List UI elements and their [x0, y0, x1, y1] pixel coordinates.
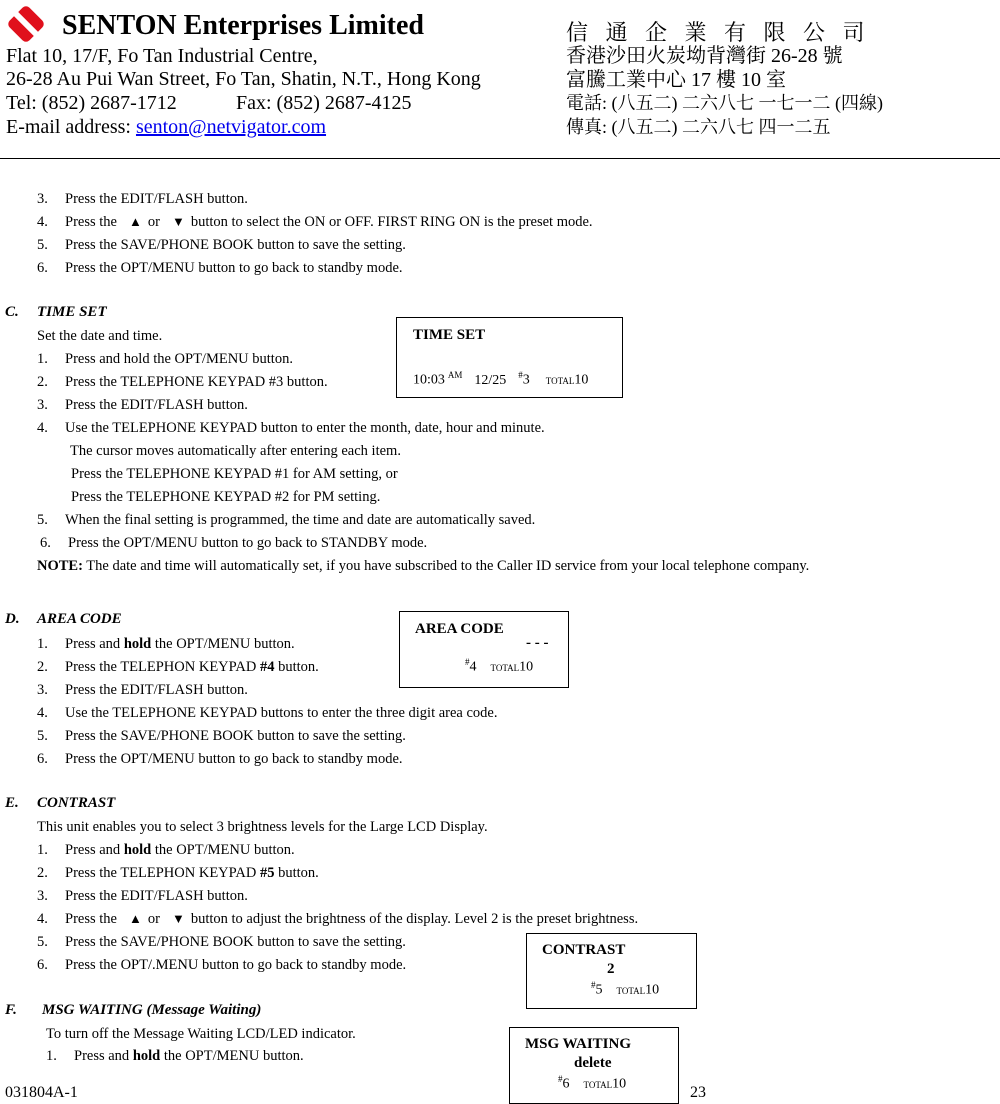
header-divider: [0, 158, 1000, 159]
time-set-note: NOTE: The date and time will automatically set, if you have subscribed to the Caller ID service from your local telephone company.: [37, 558, 810, 574]
lcd-contrast: [526, 933, 697, 1009]
time-set-step-4-detail-2: Press the TELEPHONE KEYPAD #1 for AM setting, or: [71, 466, 398, 482]
lcd-msg-waiting-title: MSG WAITING: [525, 1036, 631, 1052]
email-link[interactable]: senton@netvigator.com: [135, 116, 327, 138]
lcd-contrast-level: 2: [607, 961, 615, 977]
section-area-code-heading: D. AREA CODE: [5, 611, 122, 627]
area-code-step-6: 6. Press the OPT/MENU button to go back to standby mode.: [37, 751, 403, 767]
page-number: 23: [690, 1084, 706, 1101]
time-set-step-6: 6. Press the OPT/MENU button to go back to STANDBY mode.: [40, 535, 428, 551]
lcd-msg-waiting-sub: delete: [574, 1055, 612, 1071]
lcd-time-set: [396, 317, 623, 398]
address-line-2: 26-28 Au Pui Wan Street, Fo Tan, Shatin, N.T., Hong Kong: [6, 68, 481, 90]
address-line-1: Flat 10, 17/F, Fo Tan Industrial Centre,: [6, 45, 318, 67]
time-set-step-4: 4. Use the TELEPHONE KEYPAD button to enter the month, date, hour and minute.: [37, 420, 545, 436]
first-ring-step-5: 5. Press the SAVE/PHONE BOOK button to save the setting.: [37, 237, 406, 253]
contrast-step-2: 2. Press the TELEPHON KEYPAD #5 button.: [37, 865, 319, 881]
company-name: SENTON Enterprises Limited: [62, 10, 424, 41]
contrast-step-3: 3. Press the EDIT/FLASH button.: [37, 888, 248, 904]
up-arrow-icon: ▲: [128, 911, 142, 926]
first-ring-step-4: 4. Press the ▲ or ▼ button to select the ON or OFF. FIRST RING ON is the preset mode.: [37, 214, 593, 230]
time-set-step-5: 5. When the final setting is programmed, the time and date are automatically saved.: [37, 512, 536, 528]
first-ring-step-3: 3. Press the EDIT/FLASH button.: [37, 191, 248, 207]
area-code-step-5: 5. Press the SAVE/PHONE BOOK button to save the setting.: [37, 728, 406, 744]
down-arrow-icon: ▼: [171, 911, 185, 926]
up-arrow-icon: ▲: [128, 214, 142, 229]
company-name-chinese: 信 通 企 業 有 限 公 司: [566, 20, 871, 45]
lcd-time-set-title: TIME SET: [413, 327, 486, 343]
time-set-step-4-detail-3: Press the TELEPHONE KEYPAD #2 for PM setting.: [71, 489, 381, 505]
time-set-step-1: 1. Press and hold the OPT/MENU button.: [37, 351, 293, 367]
msg-waiting-step-1: 1. Press and hold the OPT/MENU button.: [46, 1048, 304, 1064]
logo-icon: [6, 4, 46, 44]
section-msg-waiting-heading: F. MSG WAITING (Message Waiting): [5, 1002, 262, 1018]
section-time-set-heading: C. TIME SET: [5, 304, 107, 320]
lcd-area-code-dashes: - - -: [526, 635, 549, 651]
lcd-contrast-readout: #5 TOTAL10: [591, 980, 660, 998]
lcd-area-code: [399, 611, 569, 688]
contrast-step-4: 4. Press the ▲ or ▼ button to adjust the brightness of the display. Level 2 is the preset brightness.: [37, 911, 639, 927]
email-label: E-mail address:: [6, 116, 136, 138]
chinese-address-1: 香港沙田火炭坳背灣街 26-28 號: [566, 45, 843, 67]
contrast-step-5: 5. Press the SAVE/PHONE BOOK button to save the setting.: [37, 934, 406, 950]
time-set-step-4-detail-1: The cursor moves automatically after entering each item.: [70, 443, 401, 459]
lcd-area-code-title: AREA CODE: [415, 621, 504, 637]
time-set-step-3: 3. Press the EDIT/FLASH button.: [37, 397, 248, 413]
tel: Tel: (852) 2687-1712: [6, 92, 177, 114]
lcd-time-set-readout: 10:03 $^{AM}$ 12/25 #3 TOTAL10: [413, 370, 589, 388]
lcd-contrast-title: CONTRAST: [542, 942, 626, 958]
first-ring-step-6: 6. Press the OPT/MENU button to go back to standby mode.: [37, 260, 403, 276]
contrast-step-1: 1. Press and hold the OPT/MENU button.: [37, 842, 295, 858]
contrast-intro: This unit enables you to select 3 brightness levels for the Large LCD Display.: [37, 819, 488, 835]
section-contrast-heading: E. CONTRAST: [5, 795, 116, 811]
area-code-step-1: 1. Press and hold the OPT/MENU button.: [37, 636, 295, 652]
contrast-step-6: 6. Press the OPT/.MENU button to go back to standby mode.: [37, 957, 407, 973]
document-id: 031804A-1: [5, 1084, 78, 1101]
lcd-msg-waiting: [509, 1027, 679, 1104]
down-arrow-icon: ▼: [171, 214, 185, 229]
msg-waiting-intro: To turn off the Message Waiting LCD/LED indicator.: [46, 1026, 356, 1042]
fax: Fax: (852) 2687-4125: [236, 92, 412, 114]
area-code-step-4: 4. Use the TELEPHONE KEYPAD buttons to enter the three digit area code.: [37, 705, 498, 721]
area-code-step-2: 2. Press the TELEPHON KEYPAD #4 button.: [37, 659, 319, 675]
lcd-area-code-readout: #4 TOTAL10: [465, 657, 534, 675]
chinese-fax: 傳真: (八五二) 二六八七 四一二五: [566, 117, 831, 137]
chinese-address-2: 富騰工業中心 17 樓 10 室: [566, 69, 786, 91]
chinese-tel: 電話: (八五二) 二六八七 一七一二 (四線): [566, 93, 883, 113]
area-code-step-3: 3. Press the EDIT/FLASH button.: [37, 682, 248, 698]
email-line: [6, 115, 326, 139]
time-set-intro: Set the date and time.: [37, 328, 163, 344]
time-set-step-2: 2. Press the TELEPHONE KEYPAD #3 button.: [37, 374, 328, 390]
lcd-msg-waiting-readout: #6 TOTAL10: [558, 1074, 627, 1092]
